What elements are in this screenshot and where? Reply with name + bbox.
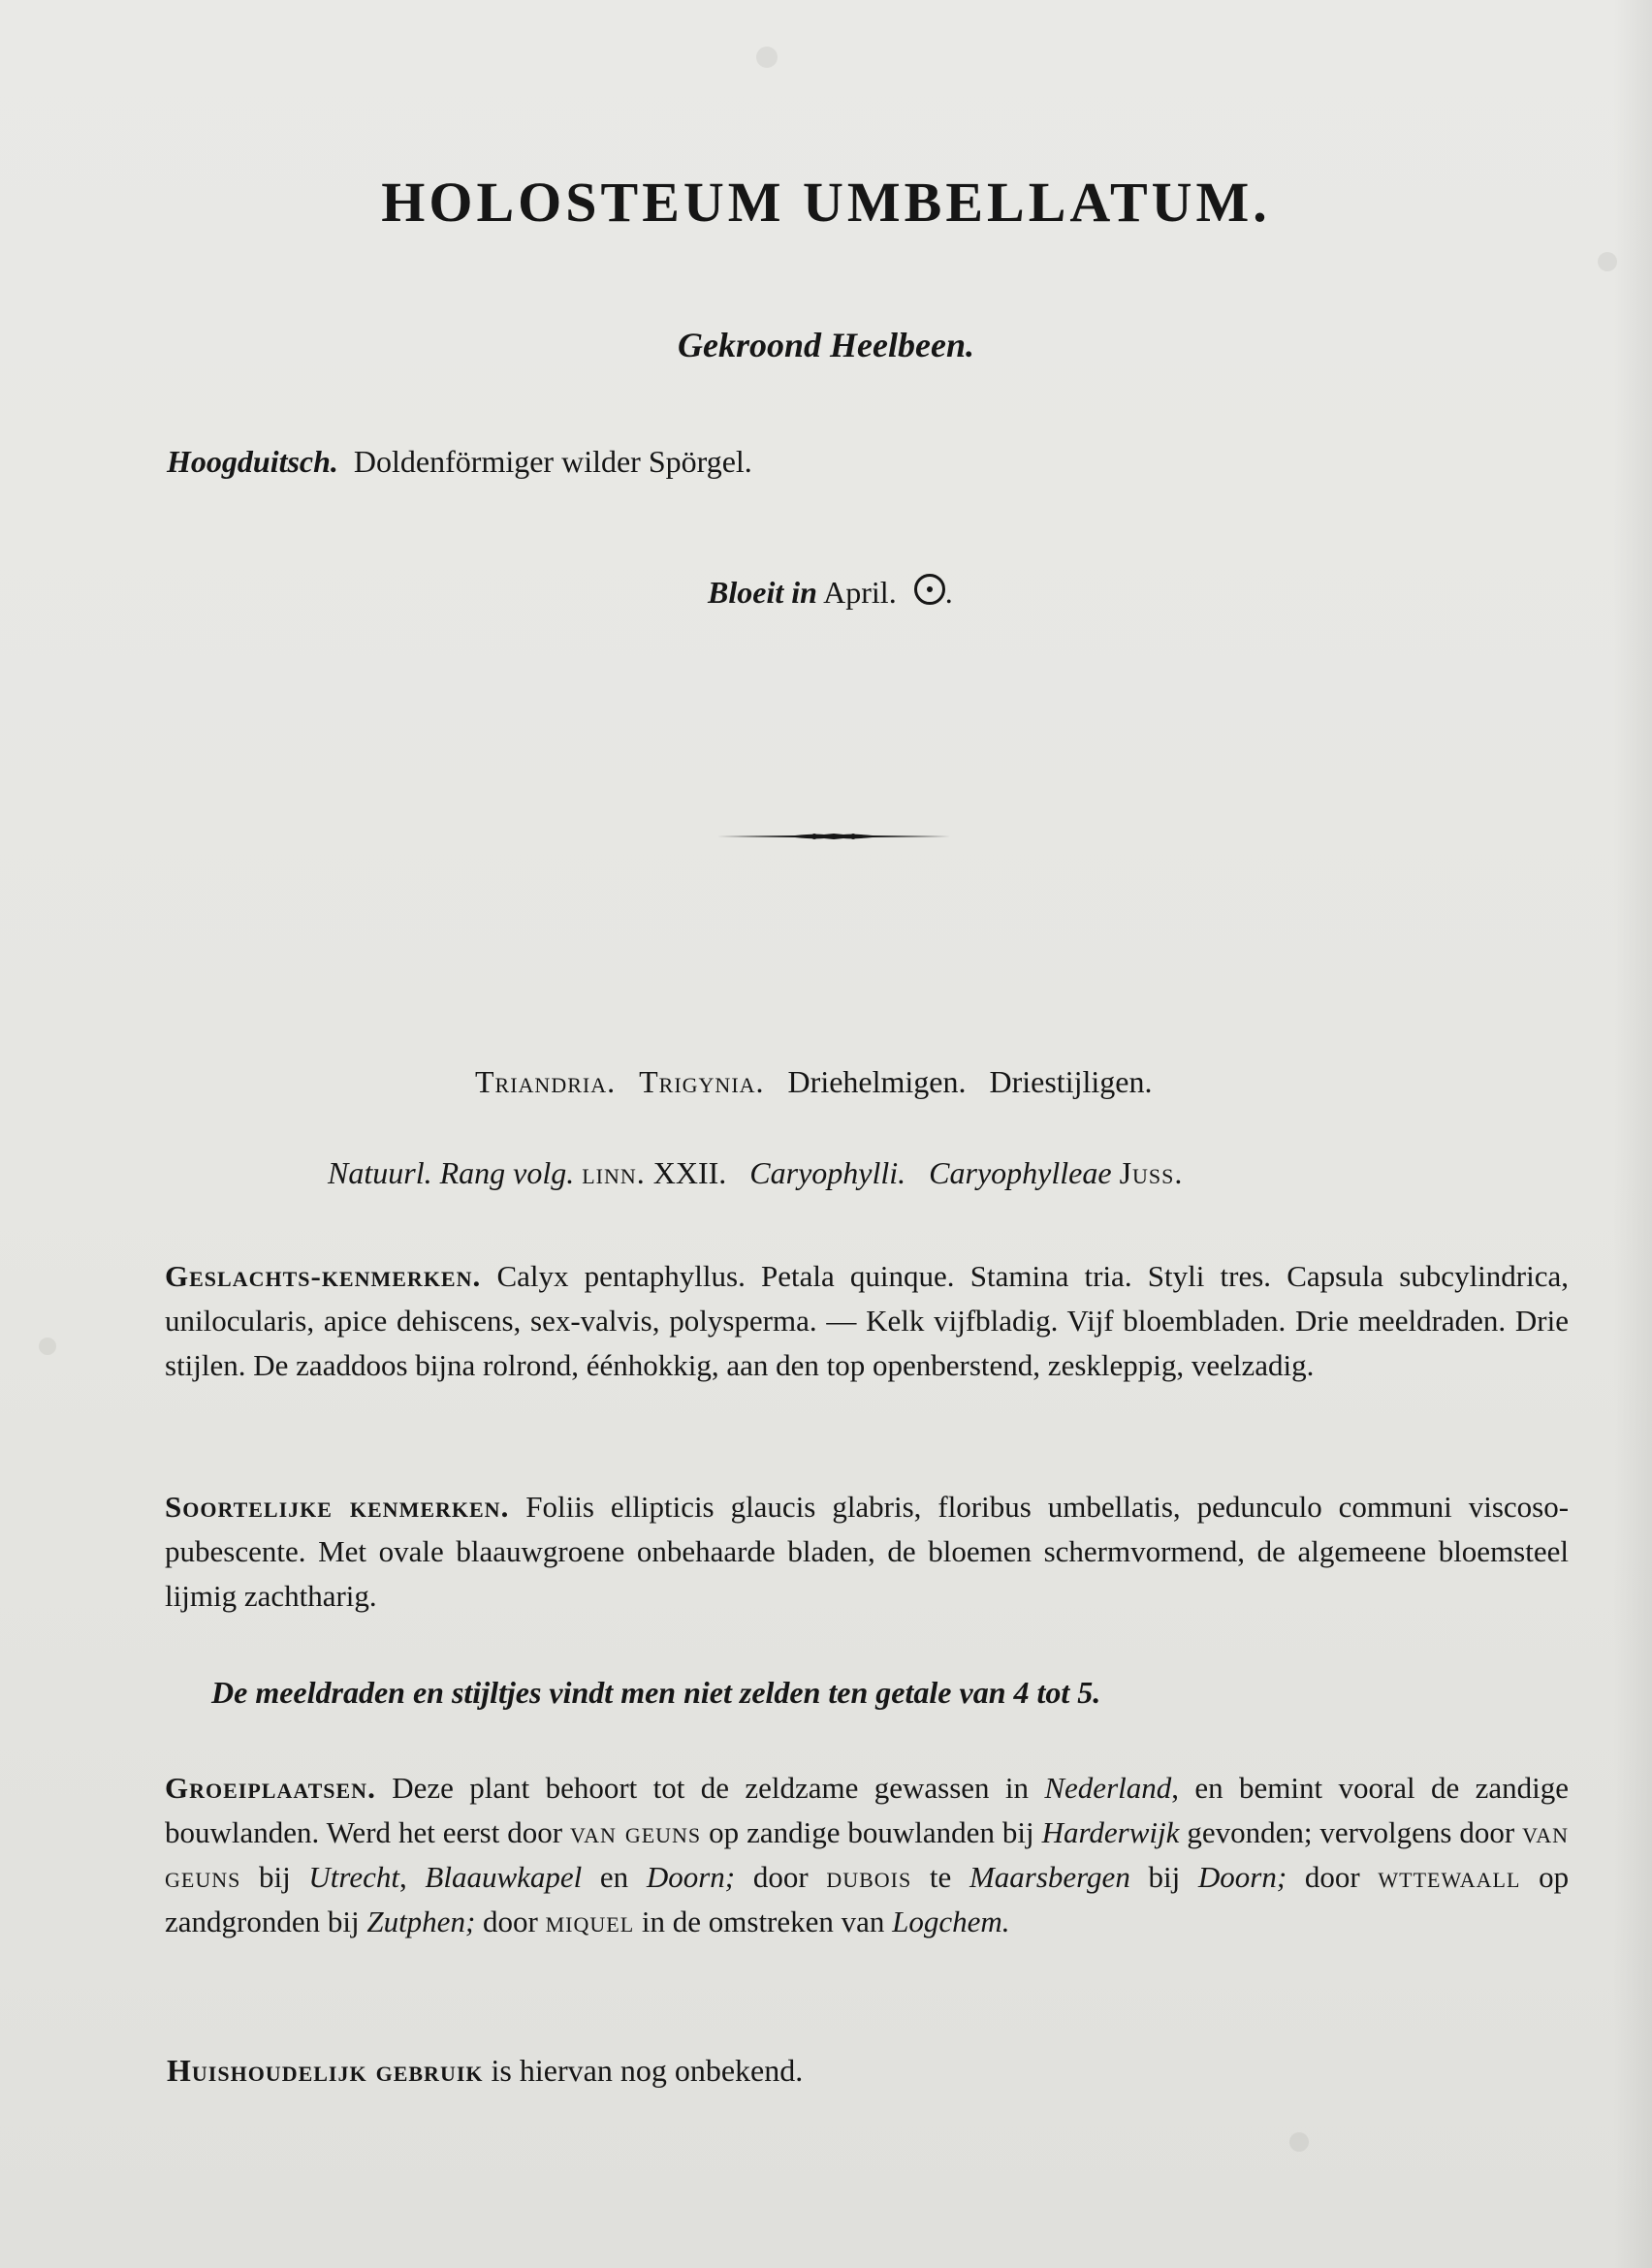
habitat-text: bij xyxy=(259,1860,291,1894)
german-label: Hoogduitsch. xyxy=(167,444,338,479)
habitat-text: , xyxy=(398,1860,407,1894)
place-zutphen: Zutphen; xyxy=(366,1905,476,1938)
habitat-text: Deze plant behoort tot de zeldzame gewassen in xyxy=(392,1771,1029,1805)
habitat-text: door xyxy=(1304,1860,1360,1894)
order-number: XXII. xyxy=(652,1155,727,1190)
habitat-text: bij xyxy=(1148,1860,1181,1894)
annual-symbol-icon xyxy=(914,574,945,605)
person-van-geuns: van geuns xyxy=(165,1815,1569,1894)
habitat-text: te xyxy=(929,1860,952,1894)
genus-characters-text: Calyx pentaphyllus. Petala quinque. Stamina tria. Styli tres. Capsula subcylindrica, unilocularis, apice dehiscens, sex-valvis, polysperma. — Kelk vijfbladig. Vijf bloembladen. Drie meeldraden. Drie stijlen. De zaaddoos bijna rolrond, éénhokkig, aan den top openberstend, zeskleppig, veelzadig. xyxy=(165,1259,1569,1382)
habitat-text: en xyxy=(599,1860,629,1894)
place-blaauwkapel: Blaauwkapel xyxy=(425,1860,583,1894)
species-characters-text: Foliis ellipticis glaucis glabris, floribus umbellatis, pedunculo communi viscoso-pubescente. Met ovale blaauwgroene onbehaarde bladen, de bloemen schermvormend, de algemeene bloemsteel lijmig zachtharig. xyxy=(165,1490,1570,1613)
jussieu: Juss. xyxy=(1119,1155,1184,1190)
stamen-note: De meeldraden en stijltjes vindt men niet zelden ten getale van 4 tot 5. xyxy=(211,1675,1101,1710)
linnaeus: linn. xyxy=(582,1155,646,1190)
place-doorn: Doorn; xyxy=(1197,1860,1287,1894)
subtitle: Gekroond Heelbeen. xyxy=(678,326,974,364)
paper-spot xyxy=(39,1338,56,1355)
genus-characters xyxy=(165,1254,1569,1388)
place-logchem: Logchem. xyxy=(892,1905,1010,1938)
class-triandria: Triandria. xyxy=(475,1064,617,1099)
place-nederland: Nederland xyxy=(1044,1771,1172,1805)
place-harderwijk: Harderwijk xyxy=(1041,1815,1180,1849)
paper-spot xyxy=(756,47,778,68)
classification-line xyxy=(475,1064,1152,1100)
natural-order-prefix: Natuurl. Rang volg. xyxy=(328,1155,575,1190)
order-trigynia: Trigynia. xyxy=(639,1064,765,1099)
person-miquel: miquel xyxy=(545,1905,635,1938)
habitat-text: op zandgronden bij xyxy=(165,1860,1570,1938)
bloom-period: . xyxy=(944,575,953,610)
household-heading: Huishoudelijk gebruik xyxy=(167,2053,484,2088)
german-name-line xyxy=(167,444,752,480)
dutch-order: Driestijligen. xyxy=(989,1064,1153,1099)
person-wttewaall: wttewaall xyxy=(1378,1860,1521,1894)
paper-spot xyxy=(1289,2132,1309,2152)
species-characters-heading: Soortelijke kenmerken. xyxy=(165,1490,510,1524)
ornament-divider xyxy=(717,826,950,847)
bloom-month: April. xyxy=(823,575,897,610)
page-title: HOLOSTEUM UMBELLATUM. xyxy=(381,171,1271,234)
person-van-geuns: van geuns xyxy=(570,1815,702,1849)
habitat-text: gevonden; vervolgens door xyxy=(1187,1815,1515,1849)
household-text: is hiervan nog onbekend. xyxy=(491,2053,804,2088)
order-caryophylleae: Caryophylleae xyxy=(929,1155,1112,1190)
paper-spot xyxy=(1598,252,1617,271)
genus-characters-heading: Geslachts-kenmerken. xyxy=(165,1259,482,1293)
natural-order-line xyxy=(328,1155,1183,1191)
habitat-text: door xyxy=(752,1860,809,1894)
bloom-line xyxy=(708,574,953,611)
habitat-heading: Groeiplaatsen. xyxy=(165,1771,376,1805)
person-dubois: dubois xyxy=(826,1860,912,1894)
order-caryophylli: Caryophylli. xyxy=(749,1155,906,1190)
place-doorn: Doorn; xyxy=(646,1860,736,1894)
dutch-class: Driehelmigen. xyxy=(787,1064,967,1099)
place-utrecht: Utrecht xyxy=(308,1860,399,1894)
habitat xyxy=(165,1766,1569,1944)
habitat-text: , en bemint vooral de zandige bouwlanden. Werd het eerst door xyxy=(165,1771,1570,1849)
household-use xyxy=(167,2053,803,2089)
habitat-text: in de omstreken van xyxy=(641,1905,885,1938)
place-maarsbergen: Maarsbergen xyxy=(969,1860,1130,1894)
habitat-text: op zandige bouwlanden bij xyxy=(709,1815,1034,1849)
bloom-label: Bloeit in xyxy=(708,575,817,610)
species-characters xyxy=(165,1485,1569,1619)
german-name: Doldenförmiger wilder Spörgel. xyxy=(353,444,752,479)
habitat-text: door xyxy=(483,1905,538,1938)
